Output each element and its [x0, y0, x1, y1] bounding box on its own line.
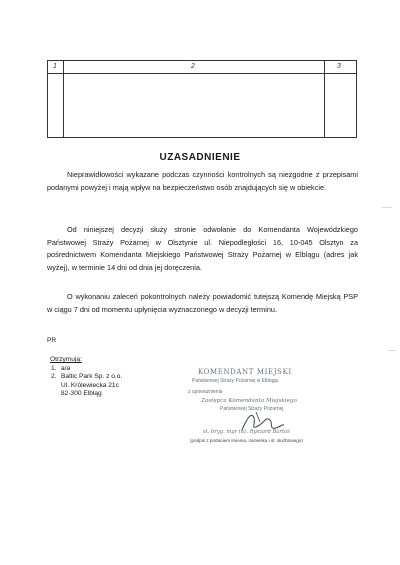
list-item-line: a/a	[61, 365, 71, 372]
findings-table	[47, 60, 357, 138]
paragraph-notification	[47, 291, 358, 316]
scan-mark	[388, 350, 396, 351]
list-item	[51, 365, 122, 373]
recipients-label: Otrzymują:	[50, 356, 82, 363]
stamp-deputy-unit: Państwowej Straży Pożarnej	[220, 406, 284, 412]
list-item-number: 1.	[51, 365, 57, 372]
list-item-number: 2.	[51, 373, 57, 381]
stamp-title: KOMENDANT MIEJSKI	[198, 368, 292, 376]
recipients-list	[51, 365, 122, 399]
stamp-unit: Państwowej Straży Pożarnej w Elblągu	[192, 378, 279, 384]
table-column-number: 2	[191, 63, 195, 70]
list-item-line: Ul. Królewiecka 21c	[61, 381, 119, 389]
list-item	[51, 373, 122, 398]
list-item-line: Baltic Park Sp. z o.o.	[61, 373, 123, 381]
paragraph-findings	[47, 169, 358, 194]
table-column-divider	[324, 61, 325, 137]
table-header-row	[48, 61, 356, 74]
stamp-authorization: z upoważnienia	[188, 389, 223, 395]
signature-caption: (podpis z podaniem imienia, nazwiska i st. służbowego)	[190, 438, 303, 443]
handwritten-signature	[236, 408, 286, 436]
section-heading: UZASADNIENIE	[159, 152, 241, 163]
paragraph-text: Od niniejszej decyzji służy stronie odwołanie do Komendanta Wojewódzkiego Państwowej Straży Pożarnej w Olsztynie ul. Niepodległości 16, 10-045 Olsztyn za pośrednictwem Komendanta Miejskiego Państwowej Straży Pożarnej w Elblągu (adres jak wyżej), w terminie 14 dni od dnia jej doręczenia.	[47, 225, 358, 273]
paragraph-appeal	[47, 224, 358, 275]
stamp-signatory: st. bryg. mgr inż. Ryszard Bartoś	[203, 429, 290, 435]
author-initials: PR	[47, 337, 57, 344]
scan-mark	[382, 207, 392, 208]
list-item-line: 82-300 Elbląg	[61, 390, 102, 398]
stamp-deputy: Zastępca Komendanta Miejskiego	[201, 398, 297, 404]
table-column-number: 1	[53, 63, 57, 70]
paragraph-text: Nieprawidłowości wykazane podczas czynności kontrolnych są niezgodne z przepisami podanymi powyżej i mają wpływ na bezpieczeństwo osób znajdujących się w obiekcie.	[47, 170, 358, 192]
table-column-number: 3	[337, 63, 341, 70]
paragraph-text: O wykonaniu zaleceń pokontrolnych należy powiadomić tutejszą Komendę Miejską PSP w ciągu 7 dni od momentu upłynięcia wyznaczonego w decyzji terminu.	[47, 292, 358, 314]
table-column-divider	[63, 61, 64, 137]
